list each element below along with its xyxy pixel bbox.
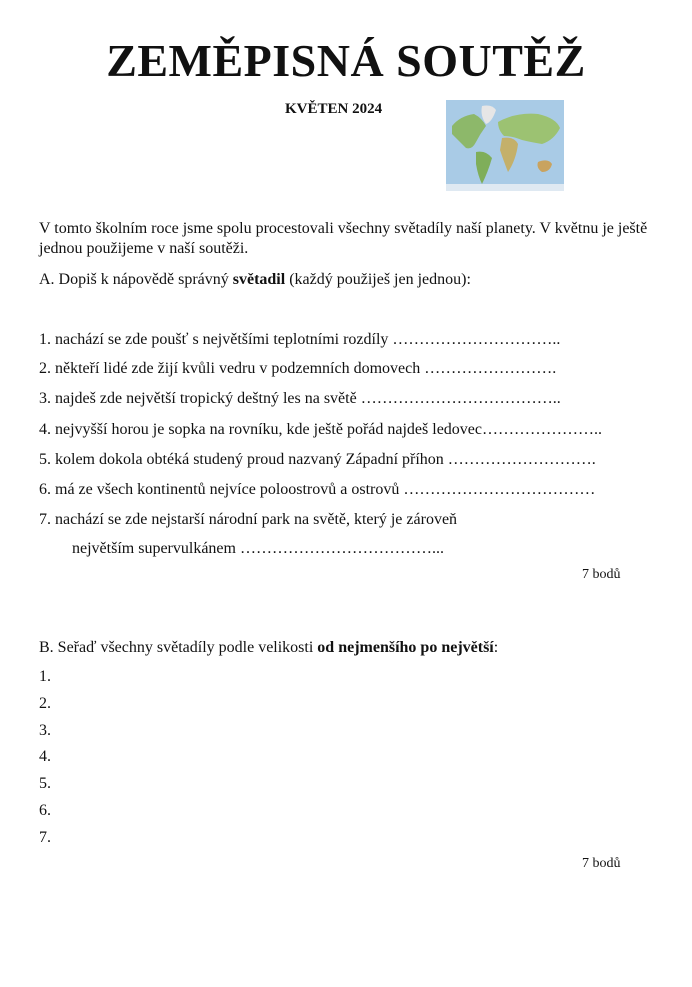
question-7: 7. nachází se zde nejstarší národní park na světě, který je zároveň — [39, 511, 458, 528]
world-map-icon — [446, 100, 564, 191]
question-3: 3. najdeš zde největší tropický deštný les na světě ……………………………….. — [39, 390, 561, 407]
answer-blank[interactable]: ……………………………….. — [360, 390, 561, 407]
question-4: 4. nejvyšší horou je sopka na rovníku, kde ještě pořád najdeš ledovec………………….. — [39, 421, 602, 438]
question-5: 5. kolem dokola obtéká studený proud nazvaný Západní příhon ………………………. — [39, 451, 596, 468]
ranking-item[interactable]: 6. — [39, 802, 51, 819]
ranking-item[interactable]: 1. — [39, 668, 51, 685]
page-title: ZEMĚPISNÁ SOUTĚŽ — [106, 35, 586, 86]
ranking-item[interactable]: 4. — [39, 748, 51, 765]
answer-blank[interactable]: ………………………….. — [392, 331, 561, 348]
ranking-item[interactable]: 5. — [39, 775, 51, 792]
question-7-continued: největším supervulkánem ………………………………... — [72, 540, 444, 557]
ranking-item[interactable]: 2. — [39, 695, 51, 712]
section-a-heading: A. Dopiš k nápovědě správný světadil (každý použiješ jen jednou): — [39, 271, 471, 288]
section-a-points: 7 bodů — [582, 567, 621, 582]
question-2: 2. někteří lidé zde žijí kvůli vedru v podzemních domovech ……………………. — [39, 360, 557, 377]
answer-blank[interactable]: ………………………………... — [239, 540, 444, 557]
intro-paragraph: V tomto školním roce jsme spolu procestovali všechny světadíly naší planety. V květnu je ještě jednou použijeme v naší soutěži. — [39, 220, 648, 257]
question-1: 1. nachází se zde poušť s největšími teplotními rozdíly ………………………….. — [39, 331, 561, 348]
answer-blank[interactable]: ……………………. — [424, 360, 557, 377]
answer-blank[interactable]: ………………….. — [482, 421, 602, 438]
date-subtitle: KVĚTEN 2024 — [285, 101, 383, 117]
answer-blank[interactable]: ……………………………… — [403, 481, 596, 498]
section-b-points: 7 bodů — [582, 856, 621, 871]
ranking-item[interactable]: 7. — [39, 829, 51, 846]
question-6: 6. má ze všech kontinentů nejvíce poloostrovů a ostrovů ……………………………… — [39, 481, 596, 498]
ranking-item[interactable]: 3. — [39, 722, 51, 739]
section-b-heading: B. Seřaď všechny světadíly podle velikosti od nejmenšího po největší: — [39, 639, 499, 656]
answer-blank[interactable]: ………………………. — [447, 451, 596, 468]
